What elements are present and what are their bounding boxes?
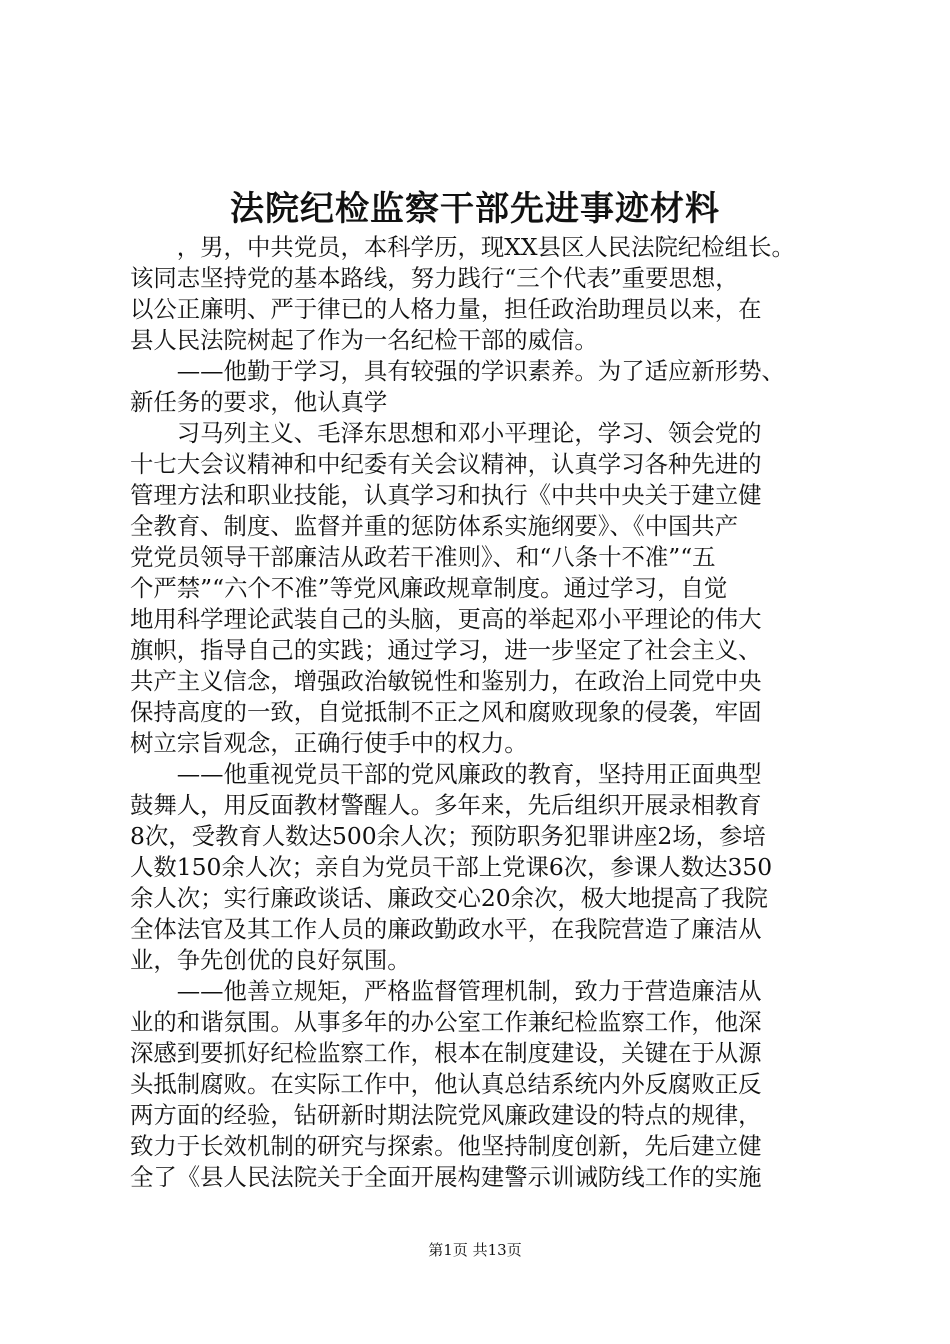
body-line: ——他善立规矩，严格监督管理机制，致力于营造廉洁从 [130,977,762,1005]
body-line: 管理方法和职业技能，认真学习和执行《中共中央关于建立健 [130,481,762,509]
body-line: 深感到要抓好纪检监察工作，根本在制度建设，关键在于从源 [130,1039,762,1067]
body-line: 全教育、制度、监督并重的惩防体系实施纲要》、《中国共产 [130,512,739,540]
body-line: ——他重视党员干部的党风廉政的教育，坚持用正面典型 [130,760,762,788]
body-line: 全了《县人民法院关于全面开展构建警示训诫防线工作的实施 [130,1163,762,1191]
body-line: 保持高度的一致，自觉抵制不正之风和腐败现象的侵袭，牢固 [130,698,762,726]
body-line: 个严禁”“六个不准”等党风廉政规章制度。通过学习，自觉 [130,574,728,602]
body-line: 树立宗旨观念，正确行使手中的权力。 [130,729,528,757]
body-line: 该同志坚持党的基本路线，努力践行“三个代表”重要思想， [130,264,739,292]
body-line: 两方面的经验，钻研新时期法院党风廉政建设的特点的规律， [130,1101,762,1129]
document-title: 法院纪检监察干部先进事迹材料 [230,189,720,229]
body-line: 余人次；实行廉政谈话、廉政交心20余次，极大地提高了我院 [130,884,768,912]
body-line: 业，争先创优的良好氛围。 [130,946,411,974]
body-line: 全体法官及其工作人员的廉政勤政水平，在我院营造了廉洁从 [130,915,762,943]
body-line: 十七大会议精神和中纪委有关会议精神，认真学习各种先进的 [130,450,762,478]
body-line: ——他勤于学习，具有较强的学识素养。为了适应新形势、 [130,357,785,385]
document-body [130,232,830,1193]
body-line: 党党员领导干部廉洁从政若干准则》、和“八条十不准”“五 [130,543,716,571]
body-line: 新任务的要求，他认真学 [130,388,388,416]
body-line: 旗帜，指导自己的实践；通过学习，进一步坚定了社会主义、 [130,636,762,664]
body-line: 地用科学理论武装自己的头脑，更高的举起邓小平理论的伟大 [130,605,762,633]
body-line: ，男，中共党员，本科学历，现XX县区人民法院纪检组长。 [130,233,795,261]
body-line: 习马列主义、毛泽东思想和邓小平理论，学习、领会党的 [130,419,762,447]
body-line: 人数150余人次；亲自为党员干部上党课6次，参课人数达350 [130,853,773,881]
body-line: 鼓舞人，用反面教材警醒人。多年来，先后组织开展录相教育 [130,791,762,819]
body-line: 业的和谐氛围。从事多年的办公室工作兼纪检监察工作，他深 [130,1008,762,1036]
body-line: 以公正廉明、严于律已的人格力量，担任政治助理员以来，在 [130,295,762,323]
body-line: 头抵制腐败。在实际工作中，他认真总结系统内外反腐败正反 [130,1070,762,1098]
body-line: 8次，受教育人数达500余人次；预防职务犯罪讲座2场，参培 [130,822,766,850]
page-footer: 第1页 共13页 [428,1241,522,1259]
body-line: 县人民法院树起了作为一名纪检干部的威信。 [130,326,598,354]
body-line: 共产主义信念，增强政治敏锐性和鉴别力，在政治上同党中央 [130,667,762,695]
body-line: 致力于长效机制的研究与探索。他坚持制度创新，先后建立健 [130,1132,762,1160]
